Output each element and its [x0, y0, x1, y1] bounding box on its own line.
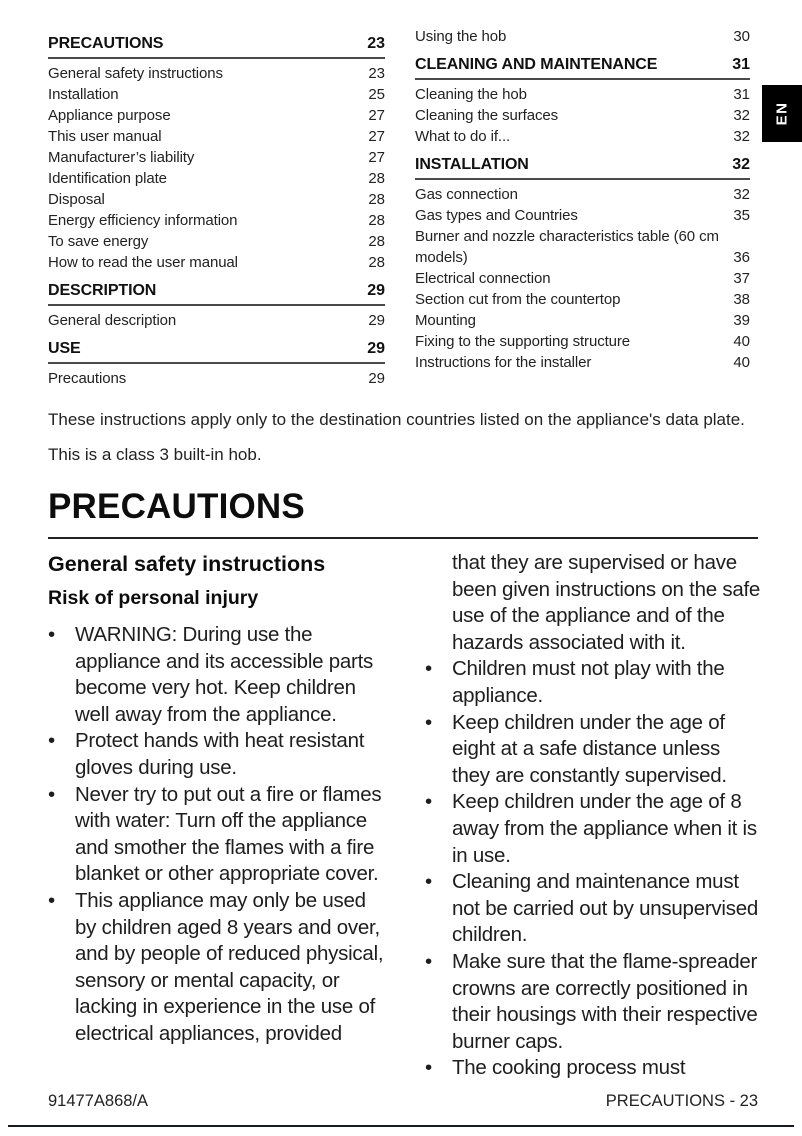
page-title: PRECAUTIONS [48, 487, 305, 526]
toc-row [415, 152, 750, 180]
bullet-icon: • [48, 782, 55, 806]
toc-entry-page: 28 [368, 191, 385, 208]
toc-row [48, 31, 385, 59]
toc-entry-label: How to read the user manual [48, 254, 238, 271]
toc-entry-page: 27 [368, 128, 385, 145]
toc-row [415, 26, 750, 47]
bullet-icon: • [48, 729, 55, 753]
toc-entry-label: DESCRIPTION [48, 282, 157, 299]
section-subheading: Risk of personal injury [48, 587, 259, 609]
toc-entry-page: 31 [733, 86, 750, 103]
toc-row [415, 184, 750, 205]
language-tab [762, 85, 802, 142]
toc-entry-label: Electrical connection [415, 270, 551, 287]
toc-entry-page: 32 [733, 107, 750, 124]
body-right-column [425, 550, 762, 1082]
list-item-text: Keep children under the age of 8 away from the appliance when it is in use. [452, 790, 757, 867]
bullet-icon: • [425, 710, 432, 734]
intro-paragraphs [0, 410, 802, 465]
toc-entry-label: Gas types and Countries [415, 207, 578, 224]
toc-row [48, 147, 385, 168]
toc-row [48, 63, 385, 84]
toc-entry-page: 32 [733, 128, 750, 145]
toc-row [48, 278, 385, 306]
toc-entry-page: 36 [733, 249, 750, 266]
toc-entry-page: 29 [368, 312, 385, 329]
toc-entry-page: 37 [733, 270, 750, 287]
toc-entry-page: 38 [733, 291, 750, 308]
toc-entry-label: Identification plate [48, 170, 167, 187]
toc-entry-label: Mounting [415, 312, 476, 329]
list-item [48, 728, 388, 781]
toc-entry-page: 40 [733, 354, 750, 371]
toc-entry-label: Cleaning the surfaces [415, 107, 558, 124]
toc-row [415, 84, 750, 105]
toc-entry-page: 28 [368, 254, 385, 271]
toc-row [48, 126, 385, 147]
page-footer [48, 1091, 758, 1111]
toc-row [48, 84, 385, 105]
list-item-text: WARNING: During use the appliance and its accessible parts become very hot. Keep children well away from the appliance. [75, 623, 374, 726]
toc-entry-label: PRECAUTIONS [48, 35, 164, 52]
intro-line-1: These instructions apply only to the destination countries listed on the appliance's data plate. [48, 410, 745, 429]
bullet-list-left [48, 622, 388, 1048]
toc-row [415, 52, 750, 80]
toc-entry-label: Gas connection [415, 186, 518, 203]
toc-entry-label: CLEANING AND MAINTENANCE [415, 56, 658, 73]
list-item [48, 622, 388, 728]
toc-entry-label: Instructions for the installer [415, 354, 592, 371]
toc-entry-page: 29 [367, 282, 385, 299]
list-item-text: that they are supervised or have been given instructions on the safe use of the appliance and of the hazards associated with it. [452, 551, 761, 654]
footer-doc-code: 91477A868/A [48, 1092, 149, 1110]
toc-entry-page: 30 [733, 28, 750, 45]
toc-entry-page: 40 [733, 333, 750, 350]
list-item-text: Cleaning and maintenance must not be carried out by unsupervised children. [452, 870, 759, 947]
toc-row [48, 368, 385, 389]
toc-row [415, 331, 750, 352]
list-item-text: Keep children under the age of eight at a safe distance unless they are constantly supervised. [452, 710, 727, 787]
toc-entry-label: Using the hob [415, 28, 507, 45]
section-heading: General safety instructions [48, 552, 326, 576]
list-item [425, 656, 762, 709]
toc-row [48, 336, 385, 364]
toc-entry-page: 32 [733, 186, 750, 203]
toc-entry-page: 29 [367, 340, 385, 357]
toc-row [48, 189, 385, 210]
bullet-icon: • [425, 949, 432, 973]
toc-entry-label: What to do if... [415, 128, 511, 145]
list-item [425, 550, 762, 656]
list-item-text: The cooking process must [452, 1056, 686, 1080]
toc-entry-page: 23 [367, 35, 385, 52]
intro-line-2: This is a class 3 built-in hob. [48, 445, 262, 464]
toc-entry-page: 23 [368, 65, 385, 82]
bullet-icon: • [425, 657, 432, 681]
list-item [48, 888, 388, 1048]
toc-entry-page: 31 [732, 56, 750, 73]
toc-row [48, 168, 385, 189]
toc-entry-label: To save energy [48, 233, 149, 250]
toc-row [415, 310, 750, 331]
toc-row [48, 231, 385, 252]
toc-entry-label: USE [48, 340, 81, 357]
toc-entry-page: 25 [368, 86, 385, 103]
toc-row [48, 210, 385, 231]
bottom-rule [8, 1125, 794, 1127]
list-item-text: Never try to put out a fire or flames with water: Turn off the appliance and smother the flames with a fire blanket or other appropriate cover. [75, 782, 382, 886]
toc-entry-page: 28 [368, 233, 385, 250]
toc-entry-label: Manufacturer’s liability [48, 149, 195, 166]
bullet-icon: • [425, 790, 432, 814]
toc-entry-label: INSTALLATION [415, 156, 529, 173]
toc-entry-label: Cleaning the hob [415, 86, 527, 103]
toc-left-column [48, 26, 385, 389]
bullet-icon: • [425, 1056, 432, 1080]
bullet-icon: • [425, 870, 432, 894]
toc-row [415, 352, 750, 373]
toc-entry-page: 27 [368, 149, 385, 166]
list-item [48, 782, 388, 888]
list-item-text: This appliance may only be used by children aged 8 years and over, and by people of reduced physical, sensory or mental capacity, or lacking in experience in the use of electrical appliances, provided [75, 888, 384, 1045]
toc-entry-label: Disposal [48, 191, 105, 208]
toc-entry-label: General description [48, 312, 177, 329]
list-item [425, 1055, 762, 1082]
toc-row [48, 252, 385, 273]
chapter-title-block [48, 488, 758, 539]
body-left-column [48, 550, 388, 1082]
toc-row [48, 310, 385, 331]
list-item-text: Protect hands with heat resistant gloves during use. [75, 729, 365, 779]
toc-right-column [415, 26, 750, 389]
list-item [425, 869, 762, 949]
toc-row [415, 105, 750, 126]
toc-entry-page: 32 [732, 156, 750, 173]
list-item-text: Children must not play with the appliance. [452, 657, 725, 707]
toc-entry-label: General safety instructions [48, 65, 223, 82]
toc-entry-page: 39 [733, 312, 750, 329]
bullet-icon [425, 550, 452, 656]
list-item [425, 710, 762, 790]
body-columns [0, 539, 802, 1082]
toc-row [415, 205, 750, 226]
toc-row [415, 289, 750, 310]
toc-entry-label: Energy efficiency information [48, 212, 238, 229]
table-of-contents [0, 0, 802, 389]
toc-entry-page: 28 [368, 170, 385, 187]
footer-page-label: PRECAUTIONS - 23 [605, 1092, 758, 1110]
toc-row [415, 226, 750, 268]
list-item [425, 949, 762, 1055]
toc-entry-label: Burner and nozzle characteristics table (60 cm models) [415, 228, 719, 266]
toc-entry-page: 35 [733, 207, 750, 224]
toc-entry-page: 28 [368, 212, 385, 229]
toc-entry-page: 29 [368, 370, 385, 387]
toc-row [415, 126, 750, 147]
toc-entry-label: Fixing to the supporting structure [415, 333, 631, 350]
list-item-text: Make sure that the flame-spreader crowns are correctly positioned in their housings with their respective burner caps. [452, 949, 758, 1053]
toc-entry-label: Appliance purpose [48, 107, 171, 124]
language-tab-label: EN [773, 101, 791, 126]
toc-entry-page: 27 [368, 107, 385, 124]
toc-row [415, 268, 750, 289]
toc-entry-label: Section cut from the countertop [415, 291, 621, 308]
list-item [425, 789, 762, 869]
toc-entry-label: This user manual [48, 128, 162, 145]
bullet-icon: • [48, 623, 55, 646]
toc-entry-label: Installation [48, 86, 119, 103]
toc-entry-label: Precautions [48, 370, 127, 387]
toc-row [48, 105, 385, 126]
bullet-icon: • [48, 888, 55, 912]
